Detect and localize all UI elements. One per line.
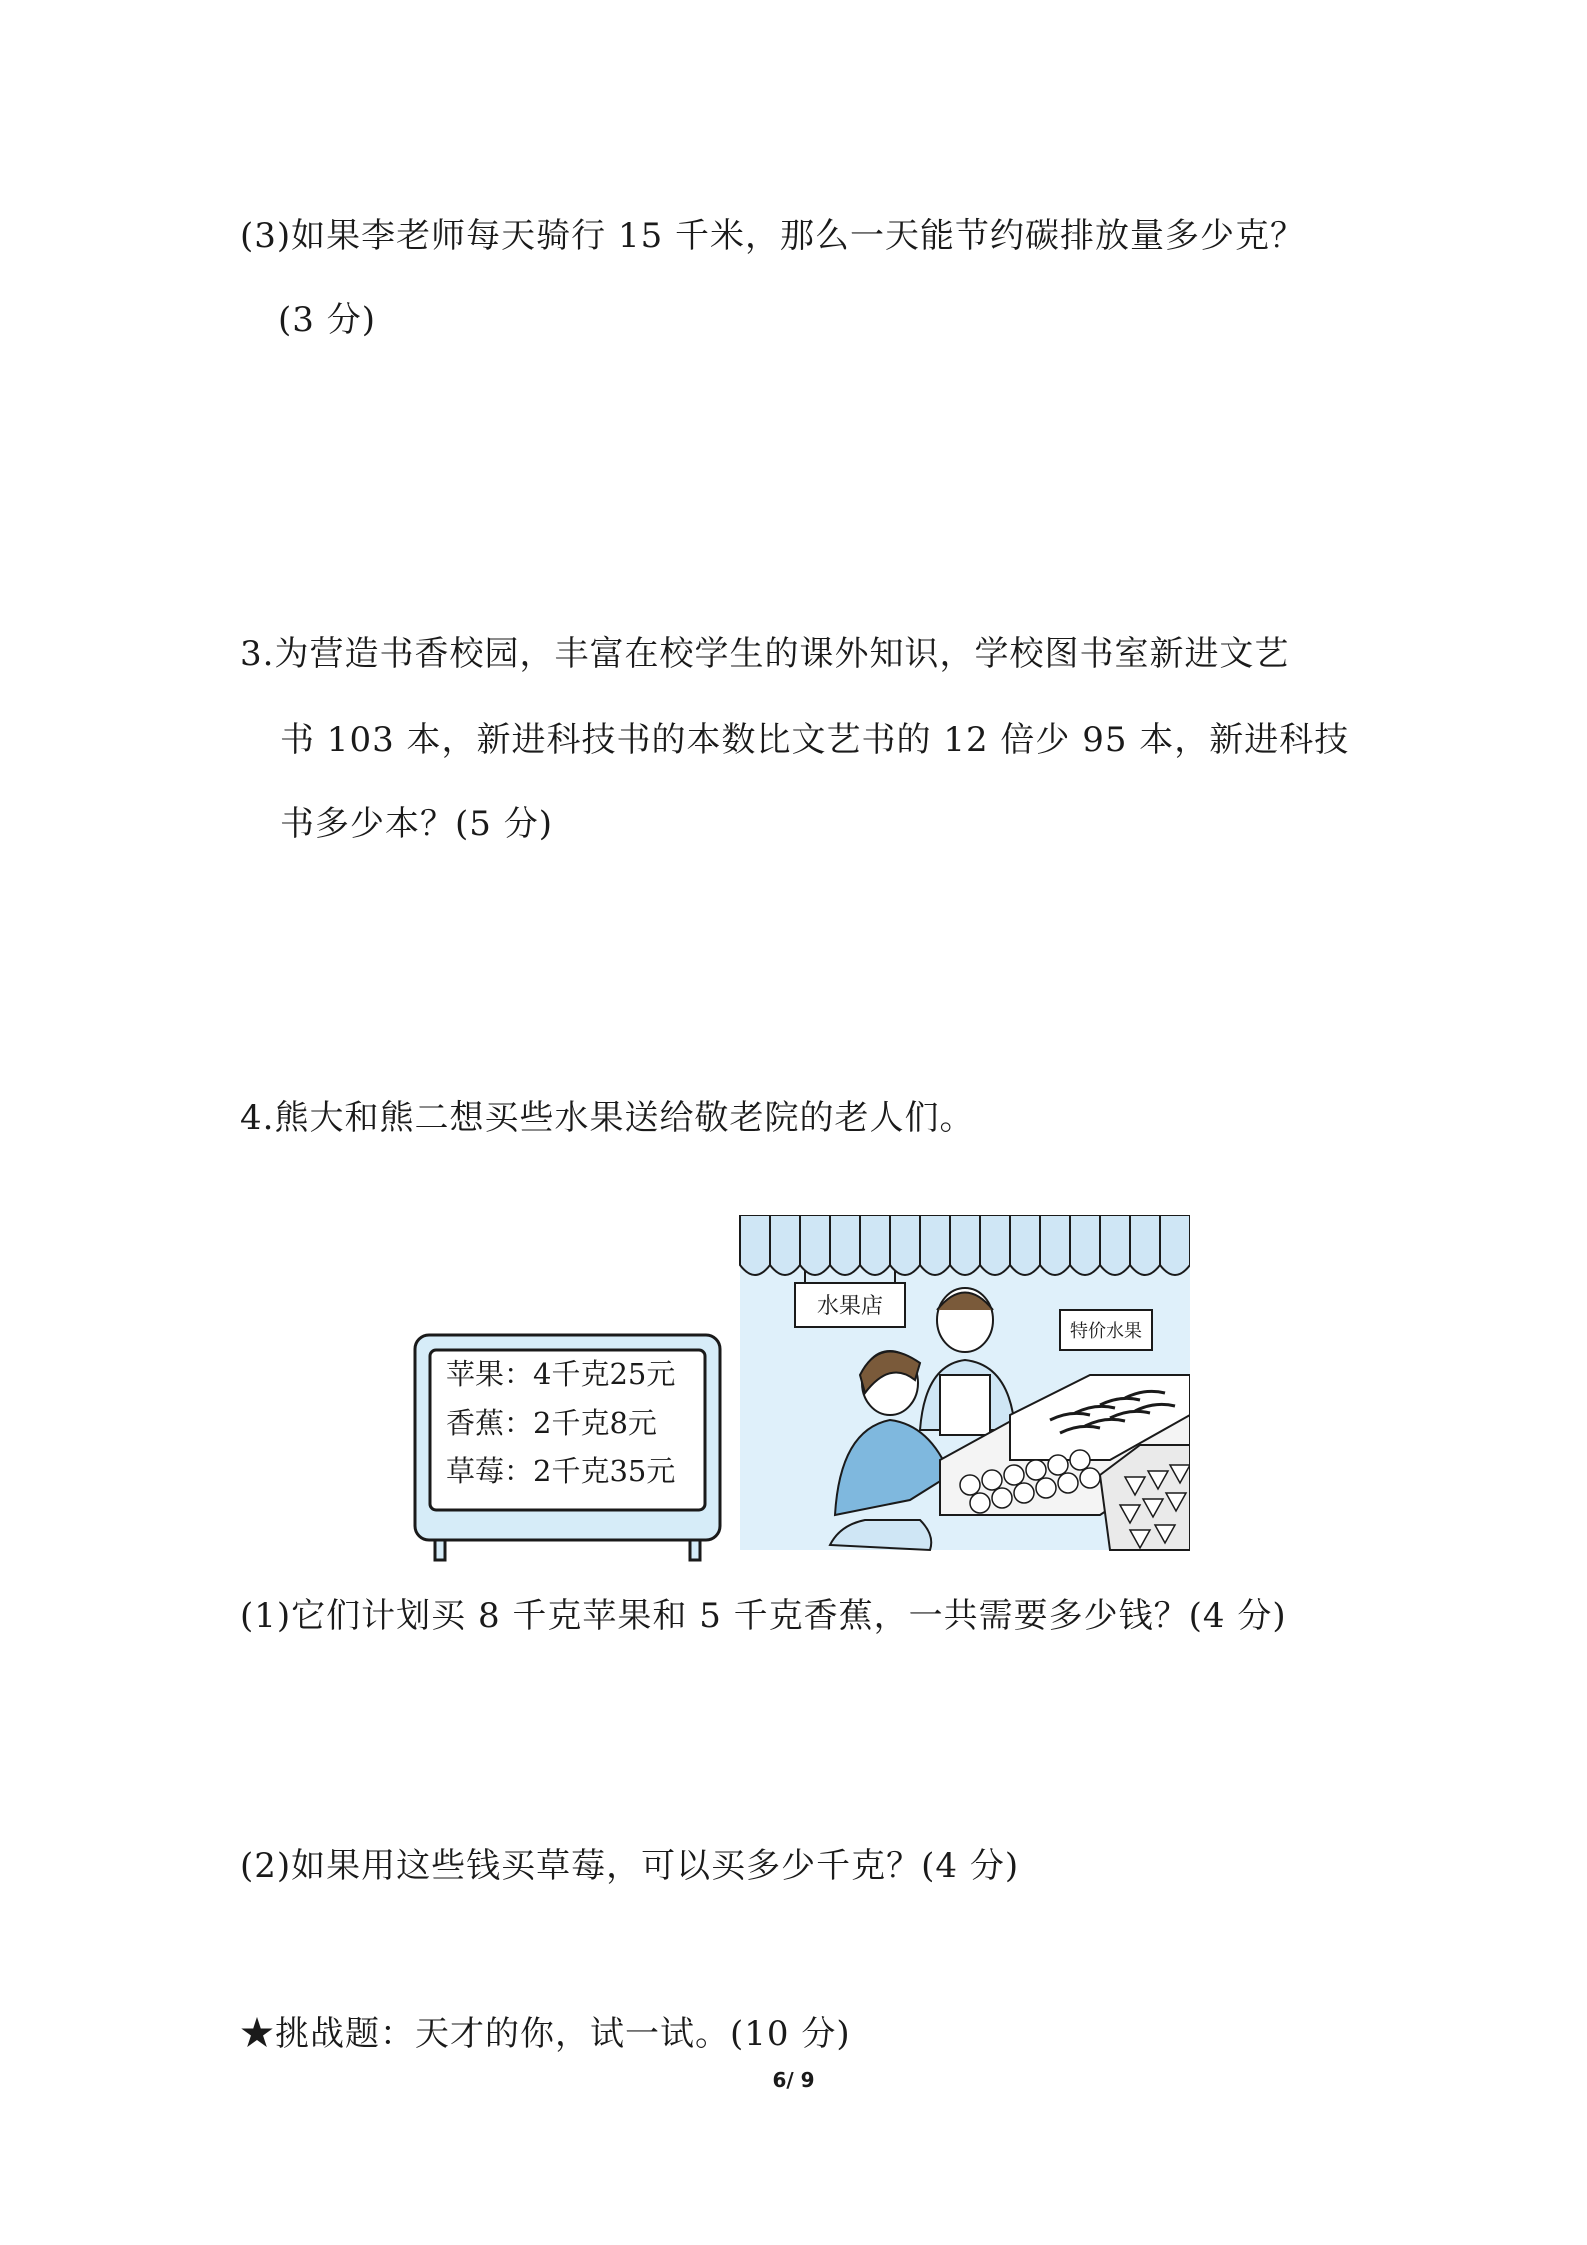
question-4-2: (2)如果用这些钱买草莓，可以买多少千克？(4 分) xyxy=(240,1846,1020,1886)
question-4-1: (1)它们计划买 8 千克苹果和 5 千克香蕉，一共需要多少钱？(4 分) xyxy=(240,1596,1287,1636)
price-strawberries: 草莓：2千克35元 xyxy=(446,1454,676,1488)
awning xyxy=(740,1215,1190,1275)
question-2-3-line-1: (3)如果李老师每天骑行 15 千米，那么一天能节约碳排放量多少克？ xyxy=(240,216,1306,256)
question-3-line-1: 3.为营造书香校园，丰富在校学生的课外知识，学校图书室新进文艺 xyxy=(240,634,1290,674)
page-number: 6/ 9 xyxy=(772,2068,815,2092)
special-sign-text: 特价水果 xyxy=(1070,1321,1142,1342)
price-apples: 苹果：4千克25元 xyxy=(446,1357,676,1391)
question-2-3-line-2: (3 分) xyxy=(278,300,376,340)
challenge-question: ★挑战题：天才的你，试一试。(10 分) xyxy=(240,2014,851,2054)
shop-sign-text: 水果店 xyxy=(816,1294,884,1319)
question-3-line-3: 书多少本？(5 分) xyxy=(280,804,553,844)
question-4-intro: 4.熊大和熊二想买些水果送给敬老院的老人们。 xyxy=(240,1098,975,1138)
question-3-line-2: 书 103 本，新进科技书的本数比文艺书的 12 倍少 95 本，新进科技 xyxy=(280,720,1350,760)
price-bananas: 香蕉：2千克8元 xyxy=(446,1406,657,1440)
